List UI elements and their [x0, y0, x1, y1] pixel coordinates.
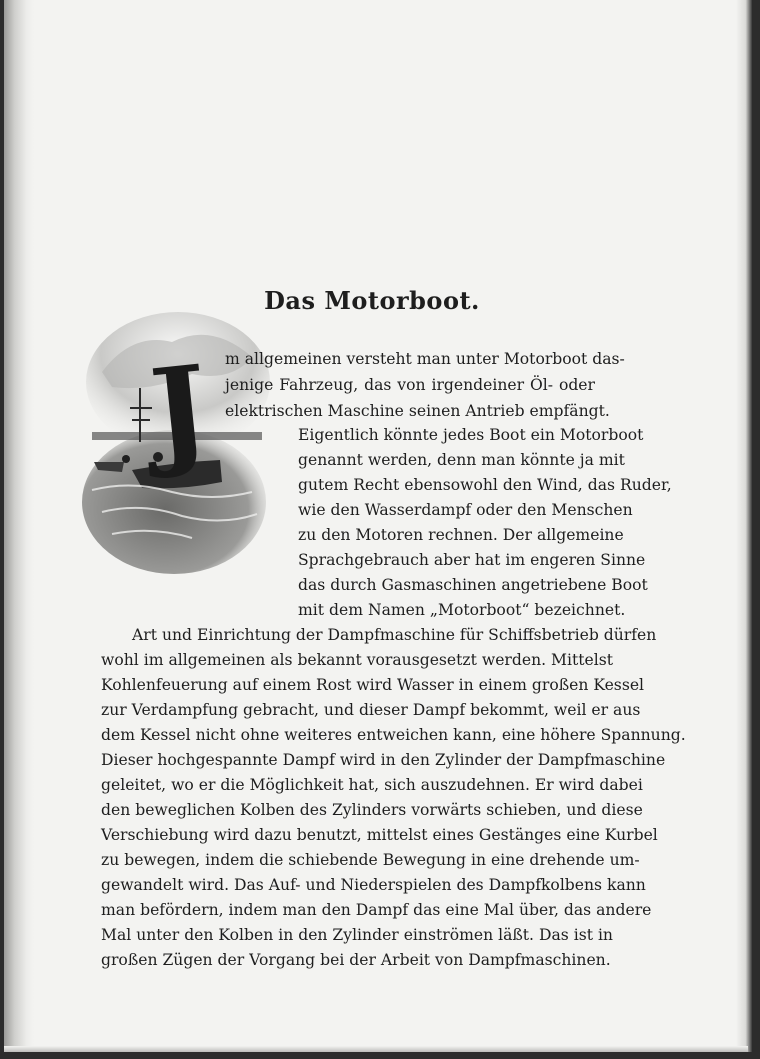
paragraph-1-line: m allgemeinen versteht man unter Motorboot das- — [225, 350, 625, 368]
paragraph-1-line: mit dem Namen „Motorboot“ bezeichnet. — [298, 601, 626, 619]
paragraph-2-line: gewandelt wird. Das Auf- und Niederspielen des Dampfkolbens kann — [101, 876, 646, 894]
paragraph-2-line: Art und Einrichtung der Dampfmaschine für Schiffsbetrieb dürfen — [132, 626, 657, 644]
paragraph-1-line: gutem Recht ebensowohl den Wind, das Ruder, — [298, 476, 672, 494]
paragraph-2-line: Mal unter den Kolben in den Zylinder einströmen läßt. Das ist in — [101, 926, 613, 944]
paragraph-1-line: zu den Motoren rechnen. Der allgemeine — [298, 526, 624, 544]
paragraph-2-line: Verschiebung wird dazu benutzt, mittelst eines Gestänges eine Kurbel — [101, 826, 658, 844]
chapter-title: Das Motorboot. — [264, 286, 480, 315]
paragraph-2-line: geleitet, wo er die Möglichkeit hat, sich auszudehnen. Er wird dabei — [101, 776, 643, 794]
drop-cap-initial: J — [144, 338, 215, 483]
paragraph-1-line: Eigentlich könnte jedes Boot ein Motorboot — [298, 426, 644, 444]
paragraph-2-line: Dieser hochgespannte Dampf wird in den Zylinder der Dampfmaschine — [101, 751, 666, 769]
paragraph-1-line: Sprachgebrauch aber hat im engeren Sinne — [298, 551, 646, 569]
paragraph-2-line: Kohlenfeuerung auf einem Rost wird Wasser in einem großen Kessel — [101, 676, 645, 694]
paragraph-1-line: wie den Wasserdampf oder den Menschen — [298, 501, 633, 519]
paragraph-2-line: wohl im allgemeinen als bekannt vorausgesetzt werden. Mittelst — [101, 651, 614, 669]
paragraph-1-line: elektrischen Maschine seinen Antrieb empfängt. — [225, 402, 610, 420]
paragraph-2-line: dem Kessel nicht ohne weiteres entweichen kann, eine höhere Spannung. — [101, 726, 686, 744]
paragraph-1-line: jenige Fahrzeug, das von irgendeiner Öl- oder — [225, 376, 595, 394]
paragraph-2-line: man befördern, indem man den Dampf das eine Mal über, das andere — [101, 901, 652, 919]
paragraph-2-line: zur Verdampfung gebracht, und dieser Dampf bekommt, weil er aus — [101, 701, 641, 719]
paragraph-1-line: das durch Gasmaschinen angetriebene Boot — [298, 576, 648, 594]
paragraph-2-line: zu bewegen, indem die schiebende Bewegung in eine drehende um- — [101, 851, 640, 869]
page-edge — [736, 0, 752, 1052]
paragraph-1-line: genannt werden, denn man könnte ja mit — [298, 451, 625, 469]
page-bottom-edge — [4, 1046, 748, 1052]
paragraph-2-line: großen Zügen der Vorgang bei der Arbeit von Dampfmaschinen. — [101, 951, 611, 969]
paragraph-2-line: den beweglichen Kolben des Zylinders vorwärts schieben, und diese — [101, 801, 643, 819]
boat-passenger-2 — [122, 455, 130, 463]
page-gutter-shadow — [4, 0, 34, 1052]
